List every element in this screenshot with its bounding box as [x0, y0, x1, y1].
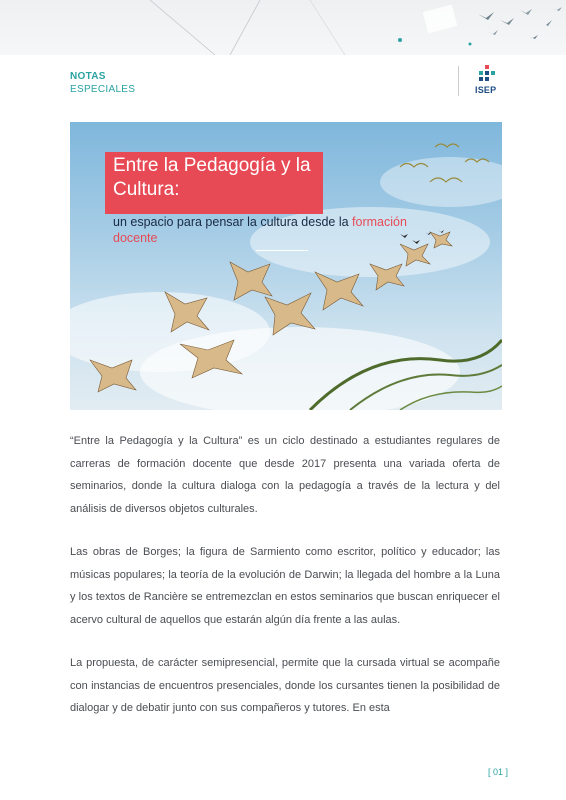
section-label-line2: ESPECIALES: [70, 84, 136, 95]
page-number: [ 01 ]: [488, 767, 509, 777]
section-label: [70, 70, 135, 96]
top-decorative-banner: [0, 0, 566, 55]
body-paragraph: “Entre la Pedagogía y la Cultura” es un ciclo destinado a estudiantes regulares de carreras de formación docente que desde 2017 presenta una variada oferta de seminarios, donde la cultura dialoga con la pedagogía a través de la lectura y del análisis de diversos objetos culturales.: [70, 435, 500, 515]
hero-subtitle-text: un espacio para pensar la cultura desde la: [113, 215, 353, 229]
hero-subtitle-accent: formación docente: [113, 215, 407, 245]
banner-birds-illustration: [0, 0, 566, 55]
hero-divider-line: [256, 250, 308, 251]
body-paragraph: La propuesta, de carácter semipresencial, permite que la cursada virtual se acompañe con instancias de encuentros presenciales, donde los cursantes tienen la posibilidad de dialogar y de debatir junto con sus compañeros y tutores. En esta: [70, 657, 500, 714]
logo-divider: [458, 66, 459, 96]
body-paragraph: Las obras de Borges; la figura de Sarmiento como escritor, político y educador; las músicas populares; la teoría de la evolución de Darwin; la llegada del hombre a la Luna y los textos de Rancière se entremezclan en estos seminarios que buscan enriquecer el acervo cultural de aquellos que estarán algún día frente a las aulas.: [70, 546, 500, 626]
hero-title: Entre la Pedagogía y la Cultura:: [113, 155, 311, 200]
hero-subtitle: [113, 214, 413, 246]
logo-text: ISEP: [475, 85, 497, 95]
hero-image: [70, 122, 502, 410]
section-label-line1: NOTAS: [70, 71, 106, 82]
